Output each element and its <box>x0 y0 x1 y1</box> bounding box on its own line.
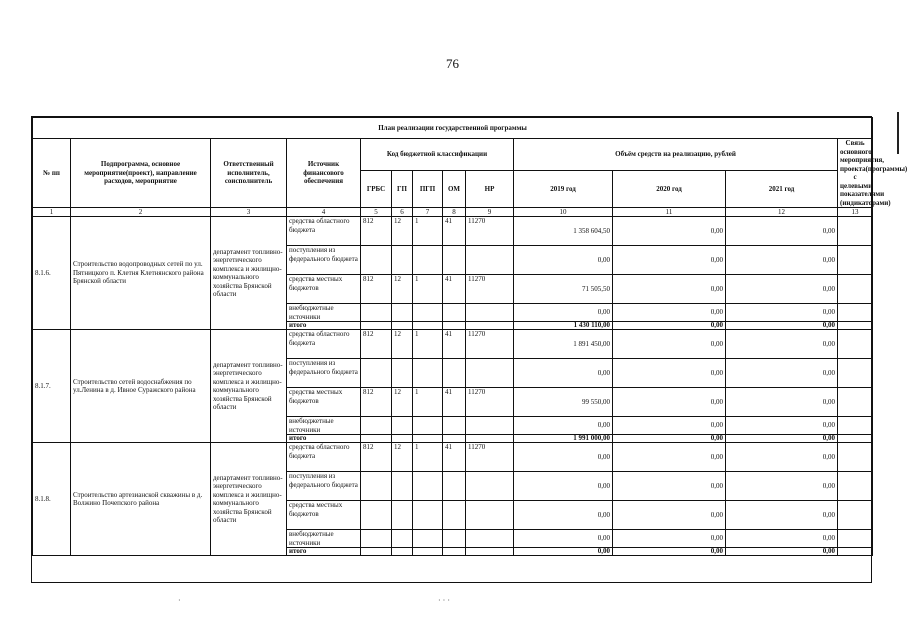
program-name: Строительство артезианской скважины в д. Волжино Почепского района <box>71 443 211 556</box>
np-cell: 11270 <box>466 330 514 359</box>
amount-2020: 0,00 <box>613 246 726 275</box>
source-cell: средства местных бюджетов <box>287 388 361 417</box>
amount-2021: 0,00 <box>726 275 838 304</box>
amount-2020: 0,00 <box>613 417 726 435</box>
column-number: 1 <box>33 208 71 217</box>
total-2021: 0,00 <box>726 435 838 443</box>
empty-cell <box>413 435 443 443</box>
np-cell <box>466 246 514 275</box>
page-number: 76 <box>446 56 459 71</box>
empty-cell <box>361 435 392 443</box>
column-number: 9 <box>466 208 514 217</box>
amount-2020: 0,00 <box>613 330 726 359</box>
grbs-cell <box>361 530 392 548</box>
om-cell: 41 <box>443 388 466 417</box>
source-cell: поступления из федерального бюджета <box>287 472 361 501</box>
om-cell: 41 <box>443 443 466 472</box>
empty-cell <box>443 548 466 556</box>
executor-name: департамент топливно-энергетического комплекса и жилищно-коммунального хозяйства Брянской области <box>211 443 287 556</box>
empty-cell <box>392 435 413 443</box>
empty-cell <box>466 322 514 330</box>
budget-table-frame <box>31 116 907 583</box>
np-cell: 11270 <box>466 388 514 417</box>
gp-cell <box>392 417 413 435</box>
np-cell <box>466 417 514 435</box>
column-number: 7 <box>413 208 443 217</box>
header-2021: 2021 год <box>726 171 838 208</box>
total-label: итого <box>287 435 361 443</box>
header-om: ОМ <box>443 171 466 208</box>
total-2019: 1 991 000,00 <box>514 435 613 443</box>
om-cell: 41 <box>443 330 466 359</box>
executor-name: департамент топливно-энергетического комплекса и жилищно-коммунального хозяйства Брянской области <box>211 217 287 330</box>
item-number: 8.1.6. <box>33 217 71 330</box>
np-cell <box>466 304 514 322</box>
pgp-cell: 1 <box>413 443 443 472</box>
header-grbs: ГРБС <box>361 171 392 208</box>
item-number: 8.1.7. <box>33 330 71 443</box>
budget-table <box>32 117 907 556</box>
np-cell <box>466 359 514 388</box>
scan-speck: · <box>178 596 181 605</box>
program-name: Строительство водопроводных сетей по ул. Пятницкого п. Клетня Клетнянского района Брянской области <box>71 217 211 330</box>
column-number: 3 <box>211 208 287 217</box>
om-cell <box>443 359 466 388</box>
column-number: 2 <box>71 208 211 217</box>
column-number: 5 <box>361 208 392 217</box>
amount-2021: 0,00 <box>726 246 838 275</box>
pgp-cell: 1 <box>413 275 443 304</box>
indicator-link-cell <box>838 330 873 359</box>
total-2020: 0,00 <box>613 548 726 556</box>
source-cell: внебюджетные источники <box>287 530 361 548</box>
header-program: Подпрограмма, основное мероприятие(проект), направление расходов, мероприятие <box>71 139 211 208</box>
grbs-cell <box>361 417 392 435</box>
indicator-link-cell <box>838 435 873 443</box>
gp-cell: 12 <box>392 330 413 359</box>
column-number: 4 <box>287 208 361 217</box>
gp-cell <box>392 359 413 388</box>
table-row <box>33 330 873 359</box>
amount-2020: 0,00 <box>613 501 726 530</box>
header-2019: 2019 год <box>514 171 613 208</box>
amount-2019: 0,00 <box>514 443 613 472</box>
pgp-cell: 1 <box>413 217 443 246</box>
amount-2019: 0,00 <box>514 472 613 501</box>
amount-2019: 0,00 <box>514 501 613 530</box>
amount-2019: 71 505,50 <box>514 275 613 304</box>
gp-cell <box>392 246 413 275</box>
amount-2021: 0,00 <box>726 501 838 530</box>
pgp-cell: 1 <box>413 330 443 359</box>
source-cell: внебюджетные источники <box>287 304 361 322</box>
gp-cell <box>392 530 413 548</box>
om-cell <box>443 417 466 435</box>
header-budget-code: Код бюджетной классификации <box>361 139 514 171</box>
item-number: 8.1.8. <box>33 443 71 556</box>
header-executor: Ответственный исполнитель, соисполнитель <box>211 139 287 208</box>
total-label: итого <box>287 322 361 330</box>
grbs-cell: 812 <box>361 217 392 246</box>
empty-cell <box>466 548 514 556</box>
column-number: 10 <box>514 208 613 217</box>
executor-name: департамент топливно-энергетического комплекса и жилищно-коммунального хозяйства Брянской области <box>211 330 287 443</box>
pgp-cell <box>413 359 443 388</box>
gp-cell: 12 <box>392 388 413 417</box>
amount-2021: 0,00 <box>726 530 838 548</box>
source-cell: средства областного бюджета <box>287 330 361 359</box>
np-cell: 11270 <box>466 443 514 472</box>
om-cell <box>443 246 466 275</box>
header-gp: ГП <box>392 171 413 208</box>
amount-2019: 0,00 <box>514 530 613 548</box>
np-cell: 11270 <box>466 275 514 304</box>
indicator-link-cell <box>838 388 873 417</box>
source-cell: поступления из федерального бюджета <box>287 359 361 388</box>
om-cell <box>443 472 466 501</box>
grbs-cell <box>361 304 392 322</box>
source-cell: внебюджетные источники <box>287 417 361 435</box>
gp-cell: 12 <box>392 217 413 246</box>
amount-2021: 0,00 <box>726 388 838 417</box>
amount-2020: 0,00 <box>613 304 726 322</box>
indicator-link-cell <box>838 530 873 548</box>
np-cell: 11270 <box>466 217 514 246</box>
grbs-cell: 812 <box>361 388 392 417</box>
empty-cell <box>392 322 413 330</box>
indicator-link-cell <box>838 472 873 501</box>
om-cell <box>443 501 466 530</box>
grbs-cell: 812 <box>361 275 392 304</box>
grbs-cell: 812 <box>361 443 392 472</box>
table-row <box>33 443 873 472</box>
grbs-cell <box>361 472 392 501</box>
empty-cell <box>466 435 514 443</box>
empty-cell <box>413 548 443 556</box>
margin-mark <box>897 112 899 154</box>
source-cell: средства областного бюджета <box>287 443 361 472</box>
pgp-cell <box>413 472 443 501</box>
indicator-link-cell <box>838 217 873 246</box>
source-cell: средства местных бюджетов <box>287 501 361 530</box>
amount-2020: 0,00 <box>613 472 726 501</box>
grbs-cell <box>361 359 392 388</box>
header-source: Источник финансового обеспечения <box>287 139 361 208</box>
amount-2021: 0,00 <box>726 359 838 388</box>
header-volume: Объём средств на реализацию, рублей <box>514 139 838 171</box>
amount-2020: 0,00 <box>613 217 726 246</box>
total-label: итого <box>287 548 361 556</box>
empty-cell <box>392 548 413 556</box>
header-num: № пп <box>33 139 71 208</box>
gp-cell <box>392 501 413 530</box>
pgp-cell <box>413 246 443 275</box>
np-cell <box>466 472 514 501</box>
amount-2020: 0,00 <box>613 359 726 388</box>
header-np: НР <box>466 171 514 208</box>
amount-2021: 0,00 <box>726 304 838 322</box>
source-cell: средства областного бюджета <box>287 217 361 246</box>
amount-2019: 0,00 <box>514 246 613 275</box>
indicator-link-cell <box>838 304 873 322</box>
total-2021: 0,00 <box>726 548 838 556</box>
amount-2019: 1 891 450,00 <box>514 330 613 359</box>
amount-2020: 0,00 <box>613 388 726 417</box>
indicator-link-cell <box>838 246 873 275</box>
amount-2021: 0,00 <box>726 417 838 435</box>
np-cell <box>466 501 514 530</box>
indicator-link-cell <box>838 443 873 472</box>
om-cell <box>443 304 466 322</box>
column-number: 11 <box>613 208 726 217</box>
amount-2019: 0,00 <box>514 359 613 388</box>
om-cell: 41 <box>443 217 466 246</box>
table-title: План реализации государственной программы <box>33 118 873 139</box>
amount-2021: 0,00 <box>726 472 838 501</box>
pgp-cell <box>413 501 443 530</box>
source-cell: средства местных бюджетов <box>287 275 361 304</box>
np-cell <box>466 530 514 548</box>
amount-2020: 0,00 <box>613 443 726 472</box>
pgp-cell <box>413 417 443 435</box>
amount-2019: 1 358 604,50 <box>514 217 613 246</box>
program-name: Строительство сетей водоснабжения по ул.Ленина в д. Ивное Суражского района <box>71 330 211 443</box>
column-number: 6 <box>392 208 413 217</box>
indicator-link-cell <box>838 322 873 330</box>
amount-2020: 0,00 <box>613 275 726 304</box>
indicator-link-cell <box>838 275 873 304</box>
gp-cell <box>392 472 413 501</box>
total-2020: 0,00 <box>613 435 726 443</box>
amount-2020: 0,00 <box>613 530 726 548</box>
total-2021: 0,00 <box>726 322 838 330</box>
pgp-cell <box>413 530 443 548</box>
amount-2021: 0,00 <box>726 217 838 246</box>
indicator-link-cell <box>838 548 873 556</box>
grbs-cell <box>361 501 392 530</box>
empty-cell <box>361 548 392 556</box>
header-2020: 2020 год <box>613 171 726 208</box>
empty-cell <box>443 322 466 330</box>
indicator-link-cell <box>838 501 873 530</box>
om-cell <box>443 530 466 548</box>
total-2019: 1 430 110,00 <box>514 322 613 330</box>
om-cell: 41 <box>443 275 466 304</box>
column-number: 12 <box>726 208 838 217</box>
table-row <box>33 217 873 246</box>
indicator-link-cell <box>838 359 873 388</box>
total-2020: 0,00 <box>613 322 726 330</box>
scan-speck: · · · <box>438 596 450 605</box>
gp-cell: 12 <box>392 443 413 472</box>
gp-cell: 12 <box>392 275 413 304</box>
source-cell: поступления из федерального бюджета <box>287 246 361 275</box>
column-number: 13 <box>838 208 873 217</box>
empty-cell <box>413 322 443 330</box>
amount-2021: 0,00 <box>726 443 838 472</box>
pgp-cell: 1 <box>413 388 443 417</box>
gp-cell <box>392 304 413 322</box>
header-link: Связь основного мероприятия, проекта(программы) с целевыми показателями (индикаторами) <box>838 139 873 208</box>
empty-cell <box>361 322 392 330</box>
amount-2019: 99 550,00 <box>514 388 613 417</box>
amount-2021: 0,00 <box>726 330 838 359</box>
header-pgp: ПГП <box>413 171 443 208</box>
total-2019: 0,00 <box>514 548 613 556</box>
grbs-cell: 812 <box>361 330 392 359</box>
indicator-link-cell <box>838 417 873 435</box>
amount-2019: 0,00 <box>514 417 613 435</box>
grbs-cell <box>361 246 392 275</box>
pgp-cell <box>413 304 443 322</box>
column-number: 8 <box>443 208 466 217</box>
amount-2019: 0,00 <box>514 304 613 322</box>
empty-cell <box>443 435 466 443</box>
